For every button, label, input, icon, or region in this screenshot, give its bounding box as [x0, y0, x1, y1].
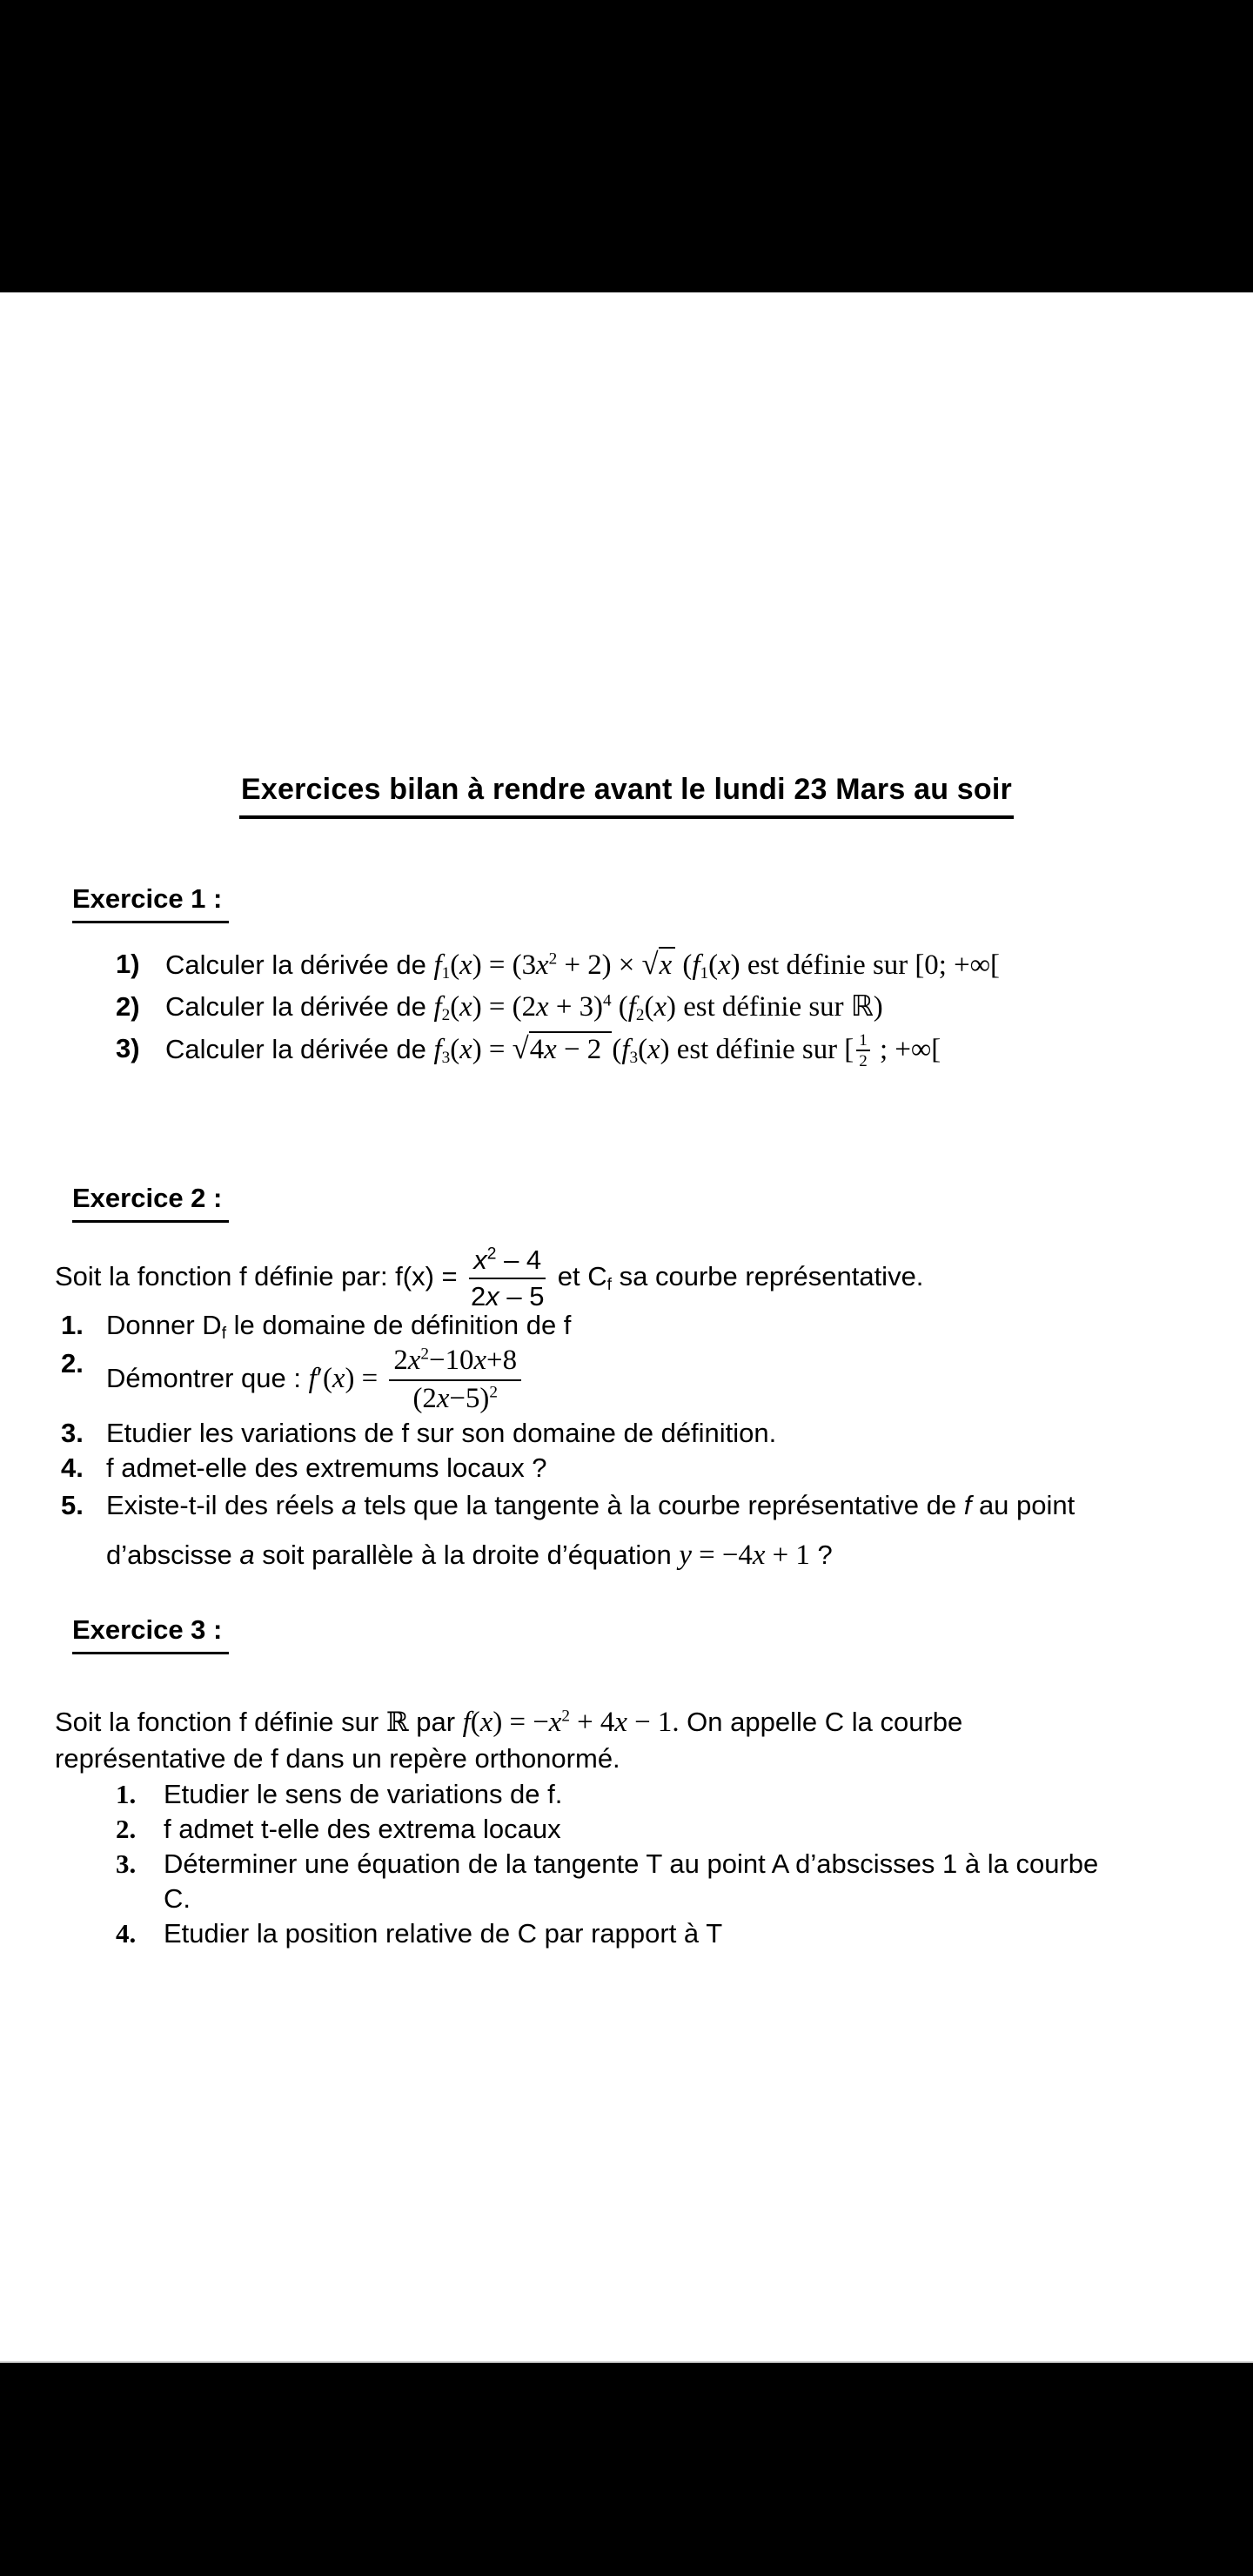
item-text: Etudier la position relative de C par rapport à T	[164, 1918, 723, 1949]
item-text: Calculer la dérivée de f3(x) = √4x − 2 (f3(x) est définie sur [ $\frac{1}{2}$ ; +∞[	[165, 1030, 941, 1071]
exercise-1-item	[116, 986, 1227, 1028]
exercise-3-list	[116, 1777, 1227, 1951]
exercise-3-section	[72, 1611, 229, 1654]
item-number: 4.	[61, 1452, 84, 1483]
item-text: f admet-elle des extremums locaux ?	[106, 1452, 547, 1483]
exercise-3-item	[116, 1777, 1227, 1812]
item-number: 1)	[116, 949, 140, 979]
item-number: 2)	[116, 991, 140, 1022]
exercise-3-item	[116, 1812, 1227, 1847]
item-number: 4.	[116, 1918, 137, 1949]
exercise-2-intro: Soit la fonction f définie par: f(x) = $\frac{x^2 - 4}{2x - 5}$ et Cf sa courbe représentative.	[55, 1244, 924, 1311]
item-number: 2.	[116, 1814, 137, 1844]
exercise-3-intro: Soit la fonction f définie sur ℝ par $f(x) = -x^2 + 4x - 1$. On appelle C la courbe représentative de f dans un repère orthonormé.	[55, 1707, 963, 1774]
exercise-1-section	[72, 880, 229, 923]
item-text: Etudier les variations de f sur son domaine de définition.	[106, 1417, 777, 1448]
exercise-3-heading: Exercice 3 :	[72, 1611, 229, 1654]
item-number: 3.	[61, 1417, 84, 1448]
item-number: 5.	[61, 1489, 84, 1520]
item-number: 2.	[61, 1348, 84, 1379]
document-title-wrap	[0, 769, 1253, 819]
item-number: 3.	[116, 1848, 137, 1879]
exercise-2-list	[61, 1306, 1227, 1580]
exercise-2-heading: Exercice 2 :	[72, 1179, 229, 1223]
item-text: Calculer la dérivée de $f2(x) = (2x + 3)^4$ (f2(x) est définie sur ℝ)	[165, 991, 883, 1025]
exercise-2-section	[72, 1179, 229, 1223]
item-text: Existe-t-il des réels a tels que la tangente à la courbe représentative de f au point d’abscisse a soit parallèle à la droite d’équation y = −4x + 1 ?	[106, 1489, 1075, 1571]
exercise-3-item	[116, 1916, 1227, 1951]
document-page	[0, 292, 1253, 2361]
exercise-2-item	[61, 1480, 1227, 1580]
exercise-2-item	[61, 1345, 1227, 1416]
item-number: 1.	[61, 1310, 84, 1340]
exercise-1-item	[116, 943, 1227, 986]
exercise-1-heading: Exercice 1 :	[72, 880, 229, 923]
item-number: 1.	[116, 1779, 137, 1809]
item-number: 3)	[116, 1033, 140, 1063]
exercise-2-item	[61, 1416, 1227, 1451]
letterbox-top	[0, 0, 1253, 292]
exercise-1-item	[116, 1028, 1227, 1070]
letterbox-bottom	[0, 2361, 1253, 2576]
item-text: f admet t-elle des extrema locaux	[164, 1814, 561, 1844]
item-text: Démontrer que : f′(x) = $\frac{2x^2-10x+8}{(2x-5)^2}$	[106, 1345, 1227, 1416]
item-text: Calculer la dérivée de $f1(x) = (3x^2 + 2) \times √x$ (f1(x) est définie sur [0; +∞[	[165, 947, 1000, 983]
item-text: Donner Df le domaine de définition de f	[106, 1310, 572, 1344]
exercise-2-item	[61, 1306, 1227, 1345]
document-title: Exercices bilan à rendre avant le lundi 23 Mars au soir	[239, 769, 1014, 819]
item-text: Déterminer une équation de la tangente T au point A d’abscisses 1 à la courbe C.	[164, 1848, 1099, 1914]
exercise-1-list	[116, 943, 1227, 1070]
exercise-3-item	[116, 1847, 1227, 1916]
item-text: Etudier le sens de variations de f.	[164, 1779, 563, 1809]
